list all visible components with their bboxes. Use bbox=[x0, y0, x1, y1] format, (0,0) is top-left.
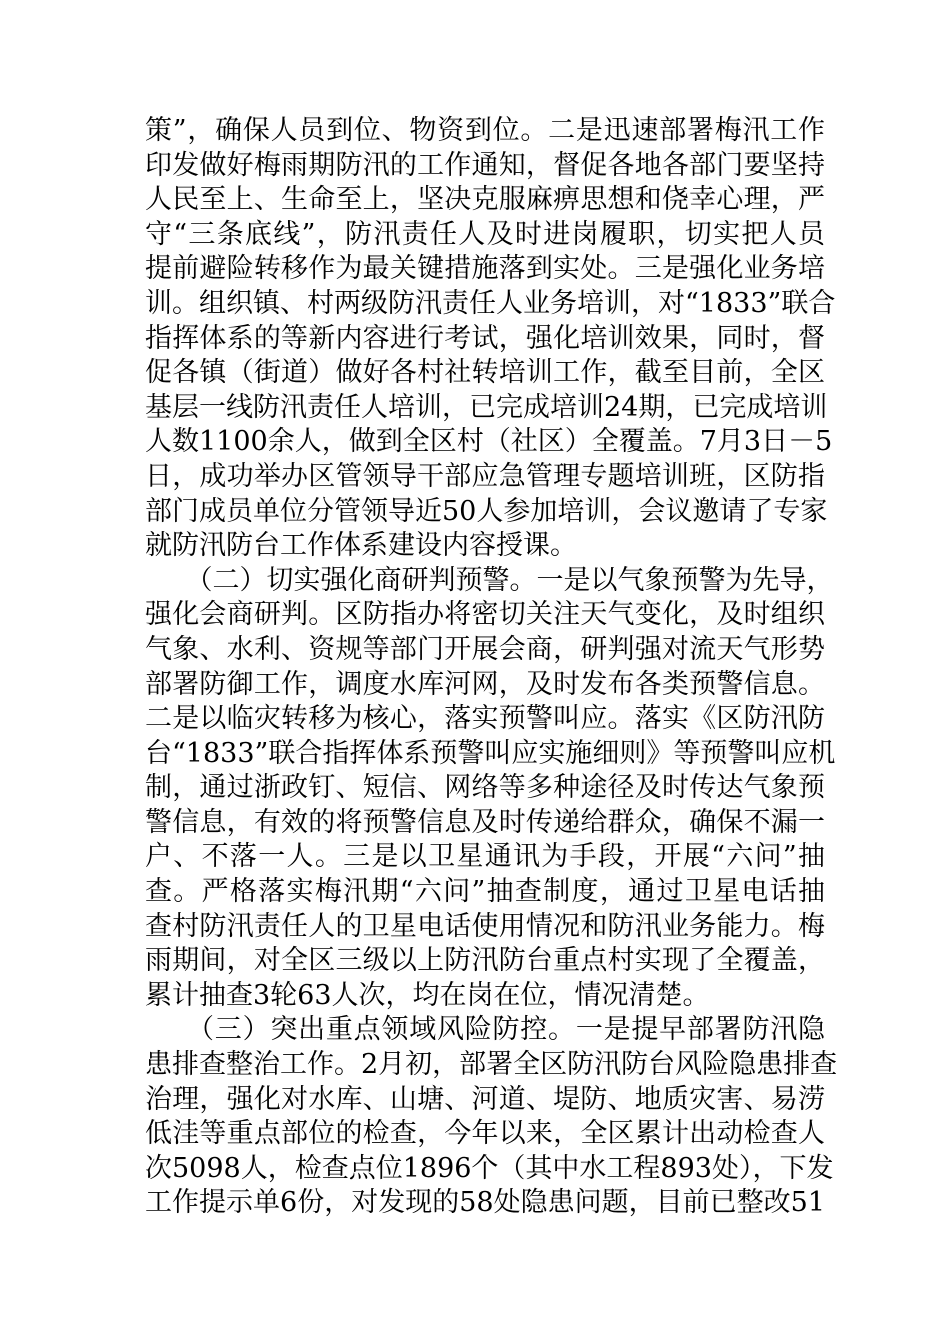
body-text bbox=[145, 114, 838, 1221]
text-line: 训。组织镇、村两级防汛责任人业务培训，对“1833”联合 bbox=[145, 287, 836, 319]
text-line: 人民至上、生命至上，坚决克服麻痹思想和侥幸心理，严 bbox=[145, 184, 825, 216]
text-line: 日，成功举办区管领导干部应急管理专题培训班，区防指 bbox=[145, 460, 825, 492]
text-line: 患排查整治工作。2月初，部署全区防汛防台风险隐患排查 bbox=[145, 1049, 838, 1081]
text-line: 查村防汛责任人的卫星电话使用情况和防汛业务能力。梅 bbox=[145, 910, 825, 942]
text-line: 治理，强化对水库、山塘、河道、堤防、地质灾害、易涝 bbox=[145, 1083, 825, 1115]
text-line: 部门成员单位分管领导近50人参加培训，会议邀请了专家 bbox=[145, 495, 828, 527]
text-line: 提前避险转移作为最关键措施落到实处。三是强化业务培 bbox=[145, 253, 825, 285]
text-line: 警信息，有效的将预警信息及时传递给群众，确保不漏一 bbox=[145, 806, 825, 838]
text-line: 就防汛防台工作体系建设内容授课。 bbox=[145, 530, 577, 562]
text-line: 制，通过浙政钉、短信、网络等多种途径及时传达气象预 bbox=[145, 772, 825, 804]
text-line: 查。严格落实梅汛期“六问”抽查制度，通过卫星电话抽 bbox=[145, 876, 825, 908]
text-line: 部署防御工作，调度水库河网，及时发布各类预警信息。 bbox=[145, 668, 825, 700]
text-line: 户、不落一人。三是以卫星通讯为手段，开展“六问”抽 bbox=[145, 841, 825, 873]
text-line: 基层一线防汛责任人培训，已完成培训24期，已完成培训 bbox=[145, 391, 828, 423]
text-line: 雨期间，对全区三级以上防汛防台重点村实现了全覆盖， bbox=[145, 945, 825, 977]
text-line: 累计抽查3轮63人次，均在岗在位，情况清楚。 bbox=[145, 979, 710, 1011]
text-line: 次5098人，检查点位1896个（其中水工程893处），下发 bbox=[145, 1152, 834, 1184]
paragraph-heading-line: （二）切实强化商研判预警。一是以气象预警为先导， bbox=[145, 564, 834, 596]
text-line: 强化会商研判。区防指办将密切关注天气变化，及时组织 bbox=[145, 599, 825, 631]
text-line: 人数1100余人，做到全区村（社区）全覆盖。7月3日－5 bbox=[145, 426, 833, 458]
paragraph-heading-line: （三）突出重点领域风险防控。一是提早部署防汛隐 bbox=[145, 1014, 825, 1046]
text-line: 台“1833”联合指挥体系预警叫应实施细则》等预警叫应机 bbox=[145, 737, 836, 769]
text-line: 工作提示单6份，对发现的58处隐患问题，目前已整改51 bbox=[145, 1187, 825, 1219]
text-line: 守“三条底线”，防汛责任人及时进岗履职，切实把人员 bbox=[145, 218, 825, 250]
text-line: 指挥体系的等新内容进行考试，强化培训效果，同时，督 bbox=[145, 322, 825, 354]
text-line: 二是以临灾转移为核心，落实预警叫应。落实《区防汛防 bbox=[145, 703, 825, 735]
text-line: 策”，确保人员到位、物资到位。二是迅速部署梅汛工作 bbox=[145, 115, 825, 146]
text-line: 气象、水利、资规等部门开展会商，研判强对流天气形势 bbox=[145, 633, 825, 665]
text-line: 印发做好梅雨期防汛的工作通知，督促各地各部门要坚持 bbox=[145, 149, 825, 181]
text-line: 促各镇（街道）做好各村社转培训工作，截至目前，全区 bbox=[145, 357, 825, 389]
text-line: 低洼等重点部位的检查，今年以来，全区累计出动检查人 bbox=[145, 1118, 825, 1150]
